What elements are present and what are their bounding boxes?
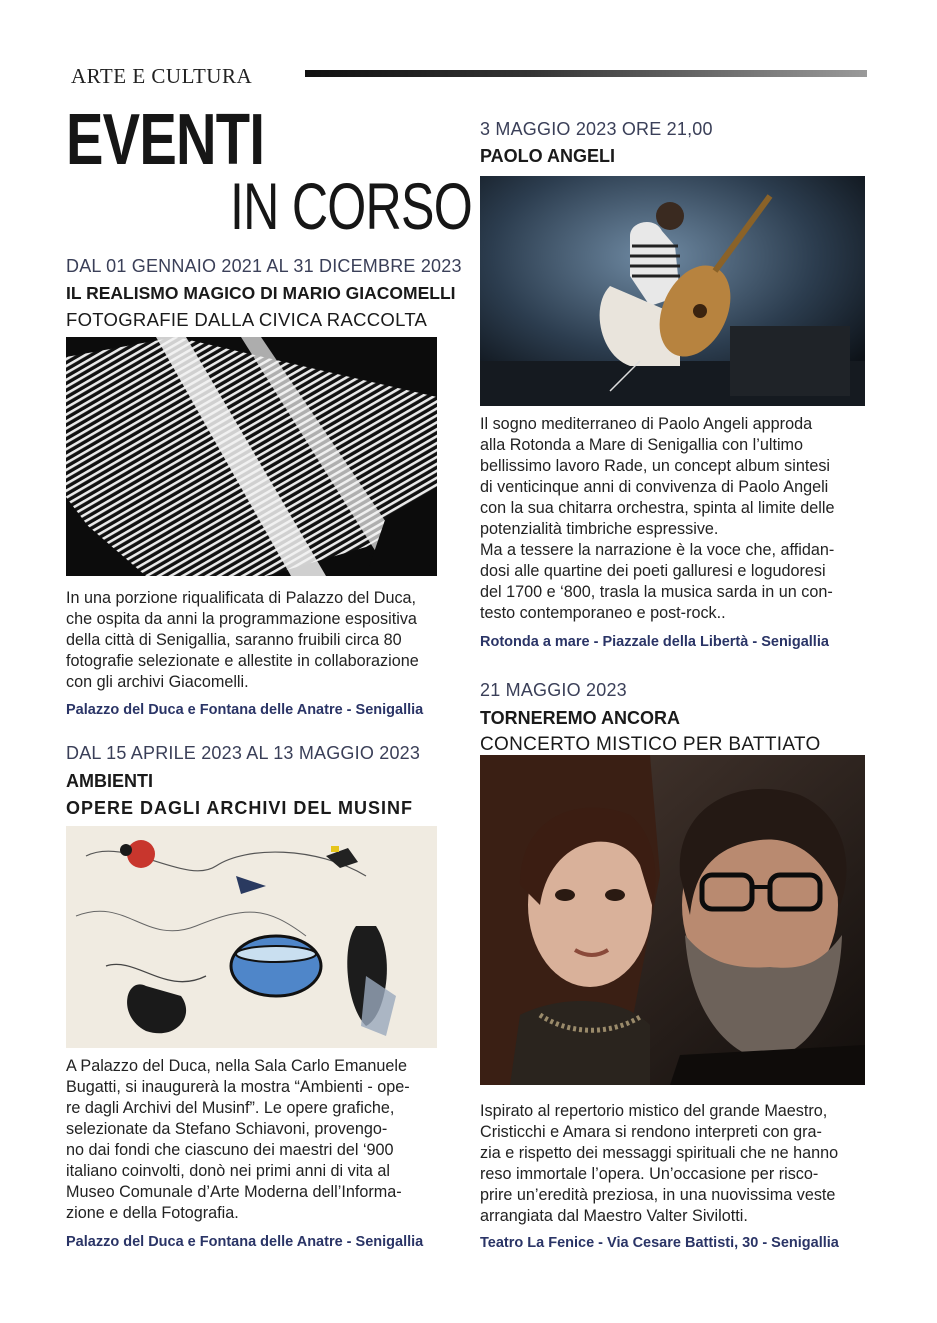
event-location: Palazzo del Duca e Fontana delle Anatre - Senigallia [66,702,424,718]
event-image-torneremo-ancora [480,755,865,1085]
text-line: della città di Senigallia, saranno fruibili circa 80 [66,631,402,649]
event-description [480,1101,875,1227]
event-image-giacomelli [66,337,437,576]
header-rule [305,70,867,77]
event-image-ambienti [66,826,437,1048]
text-line: re dagli Archivi del Musinf”. Le opere grafiche, [66,1099,395,1117]
event-date: DAL 01 GENNAIO 2021 AL 31 DICEMBRE 2023 [66,256,462,276]
text-line: alla Rotonda a Mare di Senigallia con l’ultimo [480,436,804,454]
event-subtitle: FOTOGRAFIE DALLA CIVICA RACCOLTA [66,309,428,330]
text-line: no dai fondi che ciascuno dei maestri del ‘900 [66,1141,394,1159]
text-line: selezionate da Stefano Schiavoni, provengo- [66,1120,388,1138]
text-line: Ma a tessere la narrazione è la voce che, affidan- [480,541,835,559]
event-date: 21 MAGGIO 2023 [480,680,627,700]
text-line: Museo Comunale d’Arte Moderna dell’Informa- [66,1183,402,1201]
text-line: zia e rispetto dei messaggi spirituali che ne hanno [480,1144,839,1162]
text-line: con la sua chitarra orchestra, spinta al limite delle [480,499,835,517]
event-image-paolo-angeli [480,176,865,406]
event-date: 3 MAGGIO 2023 ORE 21,00 [480,119,713,139]
event-location: Palazzo del Duca e Fontana delle Anatre - Senigallia [66,1234,424,1250]
section-label: ARTE E CULTURA [71,64,253,88]
text-line: A Palazzo del Duca, nella Sala Carlo Emanuele [66,1057,408,1075]
text-line: testo contemporaneo e post-rock.. [480,604,726,622]
event-description [66,1056,441,1224]
text-line: di venticinque anni di convivenza di Paolo Angeli [480,478,829,496]
text-line: Ispirato al repertorio mistico del grande Maestro, [480,1102,828,1120]
event-subtitle: OPERE DAGLI ARCHIVI DEL MUSINF [66,798,414,818]
event-title: AMBIENTI [66,771,153,791]
text-line: In una porzione riqualificata di Palazzo del Duca, [66,589,417,607]
event-subtitle: CONCERTO MISTICO PER BATTIATO [480,734,821,755]
text-line: del 1700 e ‘800, trasla la musica sarda in un con- [480,583,833,601]
event-location: Rotonda a mare - Piazzale della Libertà - Senigallia [480,634,829,650]
event-title: PAOLO ANGELI [480,146,615,166]
text-line: Bugatti, si inaugurerà la mostra “Ambienti - ope- [66,1078,410,1096]
event-description [66,588,441,693]
text-line: con gli archivi Giacomelli. [66,673,249,691]
event-description [480,414,875,624]
event-date: DAL 15 APRILE 2023 AL 13 MAGGIO 2023 [66,743,421,763]
text-line: prire un’eredità preziosa, in una nuovissima veste [480,1186,836,1204]
text-line: che ospita da anni la programmazione espositiva [66,610,417,628]
page-title-line2: IN CORSO [230,169,472,243]
event-title: TORNEREMO ANCORA [480,708,681,728]
event-title: IL REALISMO MAGICO DI MARIO GIACOMELLI [66,283,456,303]
text-line: reso immortale l’opera. Un’occasione per risco- [480,1165,819,1183]
text-line: potenzialità timbriche espressive. [480,520,719,538]
page-title-line1: EVENTI [66,100,265,180]
text-line: zione e della Fotografia. [66,1204,239,1222]
text-line: italiano coinvolti, donò nei primi anni di vita al [66,1162,390,1180]
text-line: dosi alle quartine dei poeti galluresi e logudoresi [480,562,826,580]
text-line: bellissimo lavoro Rade, un concept album sintesi [480,457,831,475]
text-line: fotografie selezionate e allestite in collaborazione [66,652,419,670]
text-line: Il sogno mediterraneo di Paolo Angeli approda [480,415,813,433]
event-location: Teatro La Fenice - Via Cesare Battisti, 30 - Senigallia [480,1235,839,1251]
text-line: Cristicchi e Amara si rendono interpreti con gra- [480,1123,822,1141]
text-line: arrangiata dal Maestro Valter Sivilotti. [480,1207,748,1225]
